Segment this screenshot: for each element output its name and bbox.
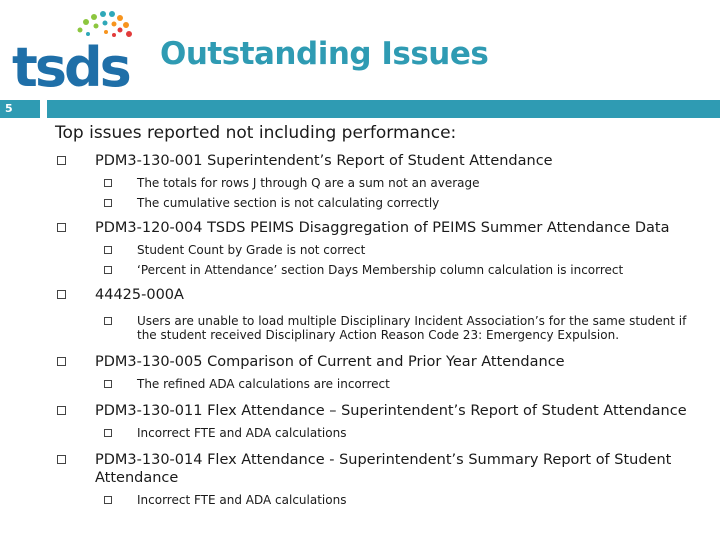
checkbox-bullet-icon — [104, 380, 112, 388]
issue-title: PDM3-130-001 Superintendent’s Report of Student Attendance — [95, 153, 553, 169]
issue-item — [57, 286, 707, 342]
issue-title: PDM3-120-004 TSDS PEIMS Disaggregation of PEIMS Summer Attendance Data — [95, 220, 670, 236]
tsds-logo — [10, 8, 145, 90]
issues-list — [57, 152, 707, 507]
checkbox-bullet-icon — [57, 455, 66, 464]
issue-detail: ‘Percent in Attendance’ section Days Membership column calculation is incorrect — [137, 263, 624, 277]
checkbox-bullet-icon — [104, 246, 112, 254]
page-title: Outstanding Issues — [160, 36, 489, 72]
checkbox-bullet-icon — [57, 223, 66, 232]
issue-title: PDM3-130-011 Flex Attendance – Superintendent’s Report of Student Attendance — [95, 403, 687, 419]
issue-item — [57, 353, 707, 391]
issue-detail: Incorrect FTE and ADA calculations — [137, 493, 347, 507]
checkbox-bullet-icon — [104, 266, 112, 274]
issue-detail: The refined ADA calculations are incorrect — [137, 377, 390, 391]
checkbox-bullet-icon — [104, 199, 112, 207]
checkbox-bullet-icon — [57, 156, 66, 165]
issue-detail: Incorrect FTE and ADA calculations — [137, 426, 347, 440]
checkbox-bullet-icon — [57, 406, 66, 415]
intro-text: Top issues reported not including performance: — [55, 123, 457, 143]
issue-detail: The totals for rows J through Q are a sum not an average — [137, 176, 480, 190]
issue-item — [57, 219, 707, 277]
issue-item — [57, 451, 707, 507]
checkbox-bullet-icon — [104, 317, 112, 325]
issue-title: PDM3-130-005 Comparison of Current and Prior Year Attendance — [95, 354, 565, 370]
issue-detail: Users are unable to load multiple Disciplinary Incident Association’s for the same student if the student received Disciplinary Action Reason Code 23: Emergency Expulsion. — [137, 314, 687, 342]
checkbox-bullet-icon — [57, 290, 66, 299]
checkbox-bullet-icon — [104, 429, 112, 437]
logo-dots-icon — [78, 11, 133, 37]
slide-number: 5 — [0, 100, 40, 118]
issue-title: 44425-000A — [95, 287, 184, 303]
issue-title: PDM3-130-014 Flex Attendance - Superintendent’s Summary Report of Student Attendance — [95, 452, 672, 486]
issue-item — [57, 402, 707, 440]
issue-detail: Student Count by Grade is not correct — [137, 243, 366, 257]
checkbox-bullet-icon — [57, 357, 66, 366]
logo-text: tsds — [12, 36, 129, 90]
issue-item — [57, 152, 707, 210]
checkbox-bullet-icon — [104, 179, 112, 187]
header-bar — [47, 100, 720, 118]
issue-detail: The cumulative section is not calculating correctly — [137, 196, 440, 210]
checkbox-bullet-icon — [104, 496, 112, 504]
